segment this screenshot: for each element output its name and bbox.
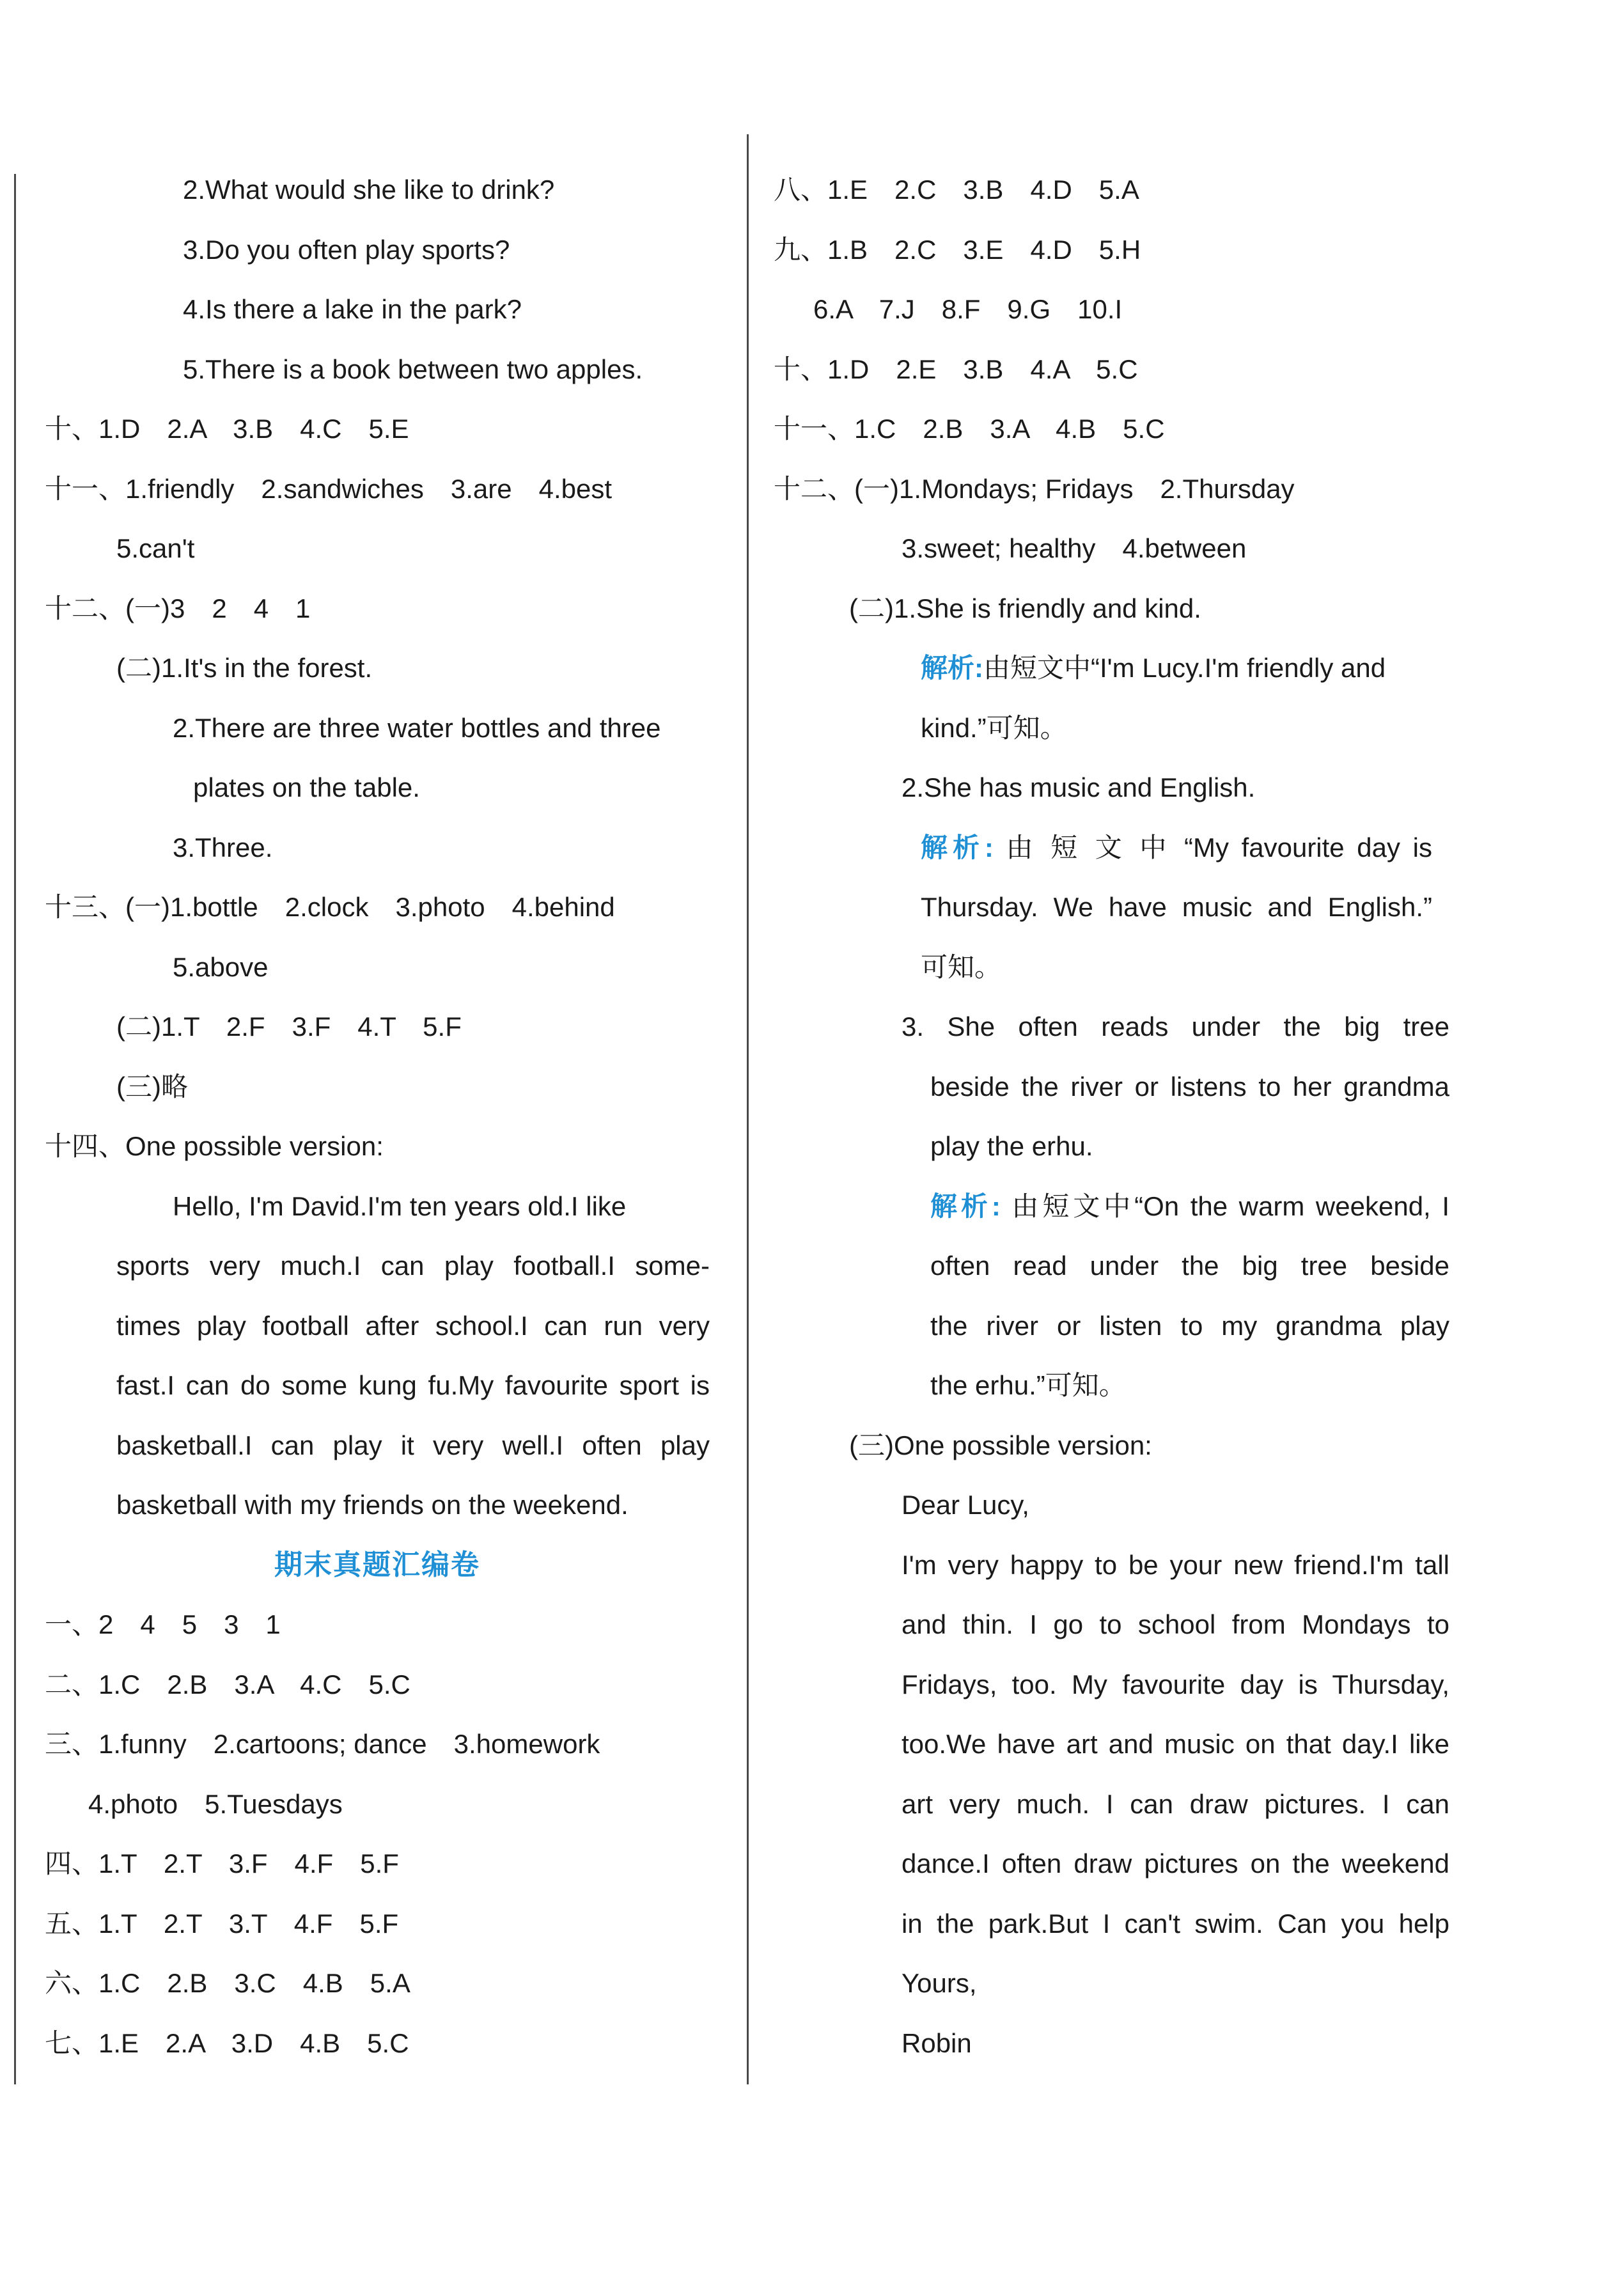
essay-line: times play football after school.I can run very [116,1310,710,1341]
letter-line: art very much. I can draw pictures. I can [902,1788,1449,1819]
answer-line: 四、1.T 2.T 3.F 4.F 5.F [45,1848,399,1879]
answer-line: 十三、(一)1.bottle 2.clock 3.photo 4.behind [45,892,615,922]
letter-line: Robin [902,2027,972,2058]
answer-line: (三)One possible version: [849,1430,1152,1460]
answer-line: 5.above [173,951,269,982]
answer-line: play the erhu. [930,1131,1093,1161]
answer-line: 3.Three. [173,832,273,863]
answer-line: 三、1.funny 2.cartoons; dance 3.homework [45,1729,600,1759]
analysis-label: 解析: [921,832,994,863]
analysis-line: kind.”可知。 [921,712,1067,743]
answer-line: plates on the table. [193,772,420,802]
analysis-text: 由短文中“On the warm weekend, I [1011,1191,1449,1221]
answer-line: 十二、(一)3 2 4 1 [45,593,311,623]
answer-line: beside the river or listens to her grandma [930,1071,1449,1102]
analysis-label: 解析: [930,1191,1001,1221]
answer-line: (二)1.T 2.F 3.F 4.T 5.F [116,1012,462,1042]
letter-line: in the park.But I can't swim. Can you help [902,1908,1449,1939]
answer-line: 九、1.B 2.C 3.E 4.D 5.H [774,234,1141,265]
answer-line: 五、1.T 2.T 3.T 4.F 5.F [45,1908,399,1939]
analysis-text: 由 短 文 中 “My favourite day is [1006,832,1432,863]
letter-line: I'm very happy to be your new friend.I'm tall [902,1549,1449,1580]
answer-line: 5.There is a book between two apples. [183,354,643,384]
analysis-line [774,638,1471,698]
answer-line: (二)1.It's in the forest. [116,653,373,683]
essay-line: sports very much.I can play football.I some- [116,1251,710,1281]
answer-line: 十二、(一)1.Mondays; Fridays 2.Thursday [774,473,1295,504]
answer-line: 十、1.D 2.A 3.B 4.C 5.E [45,414,409,444]
analysis-line [774,1176,1449,1237]
answer-line: 六、1.C 2.B 3.C 4.B 5.A [45,1968,410,1998]
answer-line: (三)略 [116,1071,188,1102]
answer-line: 七、1.E 2.A 3.D 4.B 5.C [45,2027,409,2058]
column-divider [747,134,749,2084]
analysis-line [774,818,1432,878]
answer-line: 4.photo 5.Tuesdays [88,1788,343,1819]
analysis-line: Thursday. We have music and English.” [921,892,1432,922]
essay-line: basketball with my friends on the weekend. [116,1490,629,1520]
analysis-text: 由短文中“I'm Lucy.I'm friendly and [983,653,1386,683]
essay-line: fast.I can do some kung fu.My favourite sport is [116,1370,710,1400]
letter-line: Fridays, too. My favourite day is Thursday, [902,1669,1449,1699]
letter-line: too.We have art and music on that day.I like [902,1729,1449,1759]
letter-line: Yours, [902,1968,977,1998]
essay-line: basketball.I can play it very well.I often play [116,1430,710,1460]
analysis-line: the river or listen to my grandma play [930,1310,1449,1341]
analysis-line: 可知。 [921,951,1002,982]
answer-line: 2.There are three water bottles and three [173,712,661,743]
analysis-label: 解析: [921,653,983,683]
answer-line: 十四、One possible version: [45,1131,384,1161]
answer-line: 3. She often reads under the big tree [902,1012,1449,1042]
analysis-line: often read under the big tree beside [930,1251,1449,1281]
letter-line: dance.I often draw pictures on the weekend [902,1848,1449,1879]
answer-line: 十一、1.friendly 2.sandwiches 3.are 4.best [45,473,613,504]
analysis-line: the erhu.”可知。 [930,1370,1126,1400]
right-column [774,160,1471,2073]
answer-line: 八、1.E 2.C 3.B 4.D 5.A [774,175,1139,205]
answer-line: (二)1.She is friendly and kind. [849,593,1201,623]
letter-line: and thin. I go to school from Mondays to [902,1609,1449,1639]
answer-line: 5.can't [116,533,195,563]
section-heading: 期末真题汇编卷 [274,1549,480,1581]
answer-line: 一、2 4 5 3 1 [45,1609,281,1639]
answer-line: 2.What would she like to drink? [183,175,555,205]
essay-line: Hello, I'm David.I'm ten years old.I like [173,1191,627,1221]
letter-line: Dear Lucy, [902,1490,1029,1520]
left-column [45,160,735,2073]
answer-line: 3.Do you often play sports? [183,234,510,265]
answer-line: 6.A 7.J 8.F 9.G 10.I [813,294,1123,324]
answer-line: 2.She has music and English. [902,772,1256,802]
left-margin-rule [14,174,16,2084]
answer-line: 十、1.D 2.E 3.B 4.A 5.C [774,354,1138,384]
answer-line: 二、1.C 2.B 3.A 4.C 5.C [45,1669,410,1699]
answer-line: 3.sweet; healthy 4.between [902,533,1247,563]
answer-line: 4.Is there a lake in the park? [183,294,522,324]
answer-line: 十一、1.C 2.B 3.A 4.B 5.C [774,414,1165,444]
